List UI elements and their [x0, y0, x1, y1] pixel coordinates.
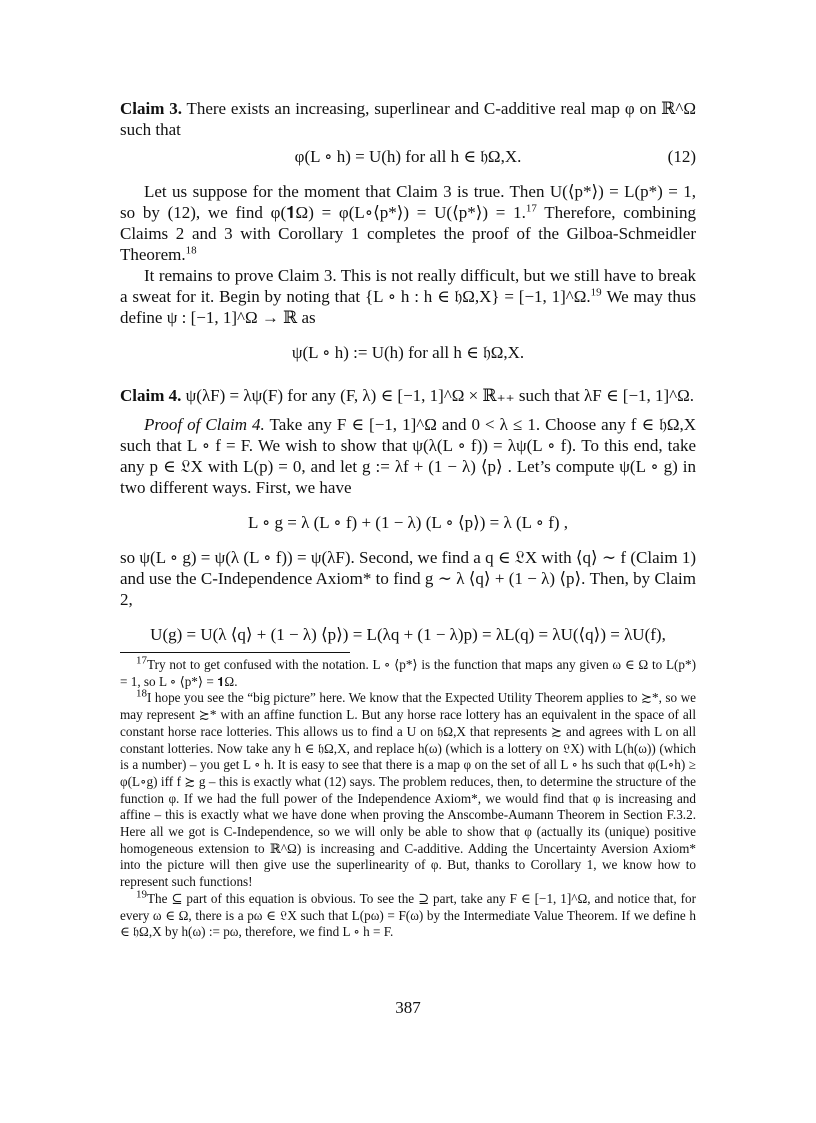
- claim-3: [120, 98, 696, 140]
- footnote-ref-18[interactable]: 18: [185, 244, 197, 257]
- proof-label: Proof of Claim 4.: [144, 415, 265, 434]
- footnote-17-number: 17: [136, 654, 147, 667]
- claim-3-label: Claim 3.: [120, 99, 182, 118]
- footnote-rule: [120, 652, 350, 653]
- proof-text-b: so ψ(L ∘ g) = ψ(λ (L ∘ f)) = ψ(λF). Second, we find a q ∈ 𝔏X with ⟨q⟩ ∼ f (Claim 1) and use the C-Independence Axiom* to find g ∼ λ ⟨q⟩ + (1 − λ) ⟨p⟩. Then, by Claim 2,: [120, 548, 696, 609]
- paragraph-1-text-b: Therefore, combining Claims 2 and 3 with Corollary 1 completes the proof of the Gilboa-Schmeidler Theorem.: [120, 203, 697, 264]
- psi-definition-equation: [120, 342, 696, 363]
- claim-4-text: ψ(λF) = λψ(F) for any (F, λ) ∈ [−1, 1]^Ω × ℝ₊₊ such that λF ∈ [−1, 1]^Ω.: [181, 386, 695, 405]
- proof-text-a: Take any F ∈ [−1, 1]^Ω and 0 < λ ≤ 1. Choose any f ∈ 𝔥Ω,X such that L ∘ f = F. We wish to show that ψ(λ(L ∘ f)) = λψ(L ∘ f). To this end, take any p ∈ 𝔏X with L(p) = 0, and let g := λf + (1 − λ) ⟨p⟩ . Let’s compute ψ(L ∘ g) in two different ways. First, we have: [120, 415, 696, 497]
- proof-equation-1-body: L ∘ g = λ (L ∘ f) + (1 − λ) (L ∘ ⟨p⟩) = λ (L ∘ f) ,: [247, 513, 569, 532]
- paragraph-1-text-a: Let us suppose for the moment that Claim 3 is true. Then U(⟨p*⟩) = L(p*) = 1, so by (12), we find φ(𝟏Ω) = φ(L∘⟨p*⟩) = U(⟨p*⟩) = 1.: [120, 182, 696, 222]
- equation-12: [120, 146, 696, 167]
- paragraph-1: [120, 181, 696, 265]
- claim-3-text: There exists an increasing, superlinear and C-additive real map φ on ℝ^Ω such that: [120, 99, 697, 139]
- footnote-19-text: The ⊆ part of this equation is obvious. To see the ⊇ part, take any F ∈ [−1, 1]^Ω, and notice that, for every ω ∈ Ω, there is a pω ∈ 𝔏X such that L(pω) = F(ω) by the Intermediate Value Theorem. If we define h ∈ 𝔥Ω,X by h(ω) := pω, therefore, we find L ∘ h = F.: [120, 890, 696, 940]
- equation-12-body: φ(L ∘ h) = U(h) for all h ∈ 𝔥Ω,X.: [294, 147, 522, 166]
- equation-12-number: (12): [667, 147, 696, 166]
- footnote-17-text: Try not to get confused with the notation. L ∘ ⟨p*⟩ is the function that maps any given ω ∈ Ω to L(p*) = 1, so L ∘ ⟨p*⟩ = 𝟏Ω.: [120, 657, 696, 689]
- paragraph-2: [120, 265, 696, 328]
- proof-equation-2-body: U(g) = U(λ ⟨q⟩ + (1 − λ) ⟨p⟩) = L(λq + (1 − λ)p) = λL(q) = λU(⟨q⟩) = λU(f),: [150, 625, 666, 644]
- proof-equation-1: [120, 512, 696, 533]
- claim-4-label: Claim 4.: [120, 386, 182, 405]
- footnote-18: [120, 690, 696, 890]
- footnote-19-number: 19: [136, 888, 147, 901]
- psi-definition-body: ψ(L ∘ h) := U(h) for all h ∈ 𝔥Ω,X.: [291, 343, 525, 362]
- footnote-ref-17[interactable]: 17: [525, 202, 537, 215]
- footnote-18-text: I hope you see the “big picture” here. We know that the Expected Utility Theorem applies to ≿*, so we may represent ≿* with an affine function L. But any horse race lottery has an equivalent in the space of all constant horse race lotteries. This allows us to find a U on 𝔥Ω,X that represents ≿ and agrees with L on all constant lotteries. Now take any h ∈ 𝔥Ω,X, and replace h(ω) (which is a lottery on 𝔏X) with L(h(ω)) (which is a number) – you get L ∘ h. It is easy to see that there is a map φ on the set of all L ∘ hs such that φ(L∘h) ≥ φ(L∘g) iff f ≿ g – this is exactly what (12) says. The problem reduces, then, to determine the structure of the function φ. If we had the full power of the Independence Axiom*, we would find that φ is increasing and affine – this is exactly what we have done when proving the Anscombe-Aumann Theorem in Section F.3.2. Here all we got is C-Independence, so we will only be able to show that φ (actually its (unique) positive homogeneous extension to ℝ^Ω) is increasing and C-additive. Adding the Uncertainty Aversion Axiom* into the picture will then give use the superlinearity of φ. But, thanks to Corollary 1, we know how to represent such functions!: [120, 690, 696, 890]
- claim-4: [120, 385, 696, 406]
- page-number: 387: [395, 998, 421, 1017]
- paragraph-2-text-b: We may thus define ψ : [−1, 1]^Ω → ℝ as: [120, 287, 696, 327]
- footnote-ref-19[interactable]: 19: [590, 286, 602, 299]
- footnote-19: [120, 888, 696, 941]
- proof-equation-2: [120, 624, 696, 645]
- paragraph-2-text-a: It remains to prove Claim 3. This is not really difficult, but we still have to break a sweat for it. Begin by noting that {L ∘ h : h ∈ 𝔥Ω,X} = [−1, 1]^Ω.: [120, 266, 696, 306]
- footnote-18-number: 18: [136, 688, 147, 701]
- page-body: [120, 98, 696, 659]
- proof-claim-4: [120, 414, 696, 498]
- footnotes: [120, 652, 696, 941]
- footnote-17: [120, 654, 696, 690]
